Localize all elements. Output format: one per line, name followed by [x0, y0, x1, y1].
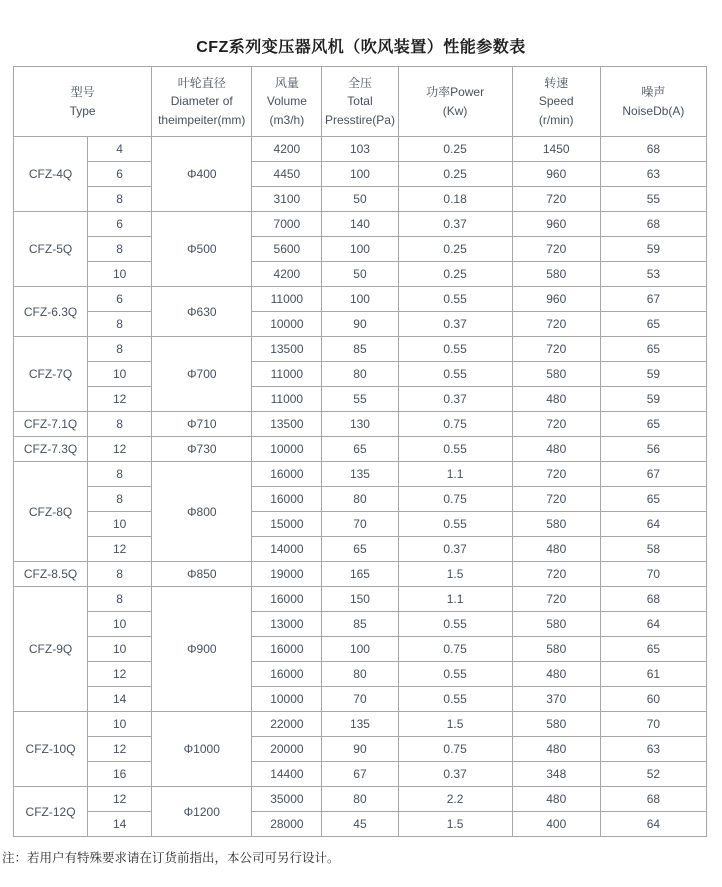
pressure-cell: 50: [322, 187, 398, 212]
pole-cell: 12: [88, 737, 152, 762]
header-line: (Kw): [442, 103, 468, 118]
diameter-cell: Φ900: [152, 587, 252, 712]
power-cell: 0.55: [398, 612, 512, 637]
power-cell: 0.25: [398, 237, 512, 262]
pole-cell: 8: [88, 462, 152, 487]
diameter-cell: Φ1000: [152, 712, 252, 787]
table-row: [14, 637, 707, 662]
noise-cell: 59: [600, 387, 706, 412]
speed-cell: 480: [512, 662, 600, 687]
pressure-cell: 100: [322, 237, 398, 262]
noise-cell: 65: [600, 337, 706, 362]
volume-cell: 14400: [252, 762, 322, 787]
model-cell: CFZ-12Q: [14, 787, 88, 837]
table-row: [14, 162, 707, 187]
model-cell: CFZ-8.5Q: [14, 562, 88, 587]
speed-cell: 960: [512, 162, 600, 187]
volume-cell: 10000: [252, 437, 322, 462]
power-cell: 0.75: [398, 637, 512, 662]
speed-cell: 720: [512, 237, 600, 262]
speed-cell: 480: [512, 537, 600, 562]
volume-cell: 20000: [252, 737, 322, 762]
col-header-pressure: [322, 67, 398, 137]
speed-cell: 960: [512, 287, 600, 312]
speed-cell: 480: [512, 387, 600, 412]
speed-cell: 580: [512, 712, 600, 737]
noise-cell: 64: [600, 512, 706, 537]
col-header-noise: [600, 67, 706, 137]
header-line: Volume: [266, 94, 307, 109]
pressure-cell: 140: [322, 212, 398, 237]
pole-cell: 6: [88, 212, 152, 237]
power-cell: 0.37: [398, 312, 512, 337]
table-row: [14, 312, 707, 337]
volume-cell: 11000: [252, 362, 322, 387]
pole-cell: 12: [88, 787, 152, 812]
noise-cell: 59: [600, 237, 706, 262]
pressure-cell: 67: [322, 762, 398, 787]
table-row: [14, 787, 707, 812]
table-row: [14, 687, 707, 712]
table-row: [14, 712, 707, 737]
power-cell: 0.37: [398, 537, 512, 562]
model-cell: CFZ-4Q: [14, 137, 88, 212]
noise-cell: 70: [600, 712, 706, 737]
header-line: 噪声: [641, 84, 666, 99]
volume-cell: 4200: [252, 262, 322, 287]
speed-cell: 370: [512, 687, 600, 712]
pressure-cell: 70: [322, 512, 398, 537]
volume-cell: 14000: [252, 537, 322, 562]
power-cell: 0.37: [398, 762, 512, 787]
diameter-cell: Φ850: [152, 562, 252, 587]
pressure-cell: 85: [322, 612, 398, 637]
col-header-power: [398, 67, 512, 137]
diameter-cell: Φ400: [152, 137, 252, 212]
table-row: [14, 737, 707, 762]
header-line: Total: [347, 94, 373, 109]
speed-cell: 480: [512, 787, 600, 812]
noise-cell: 70: [600, 562, 706, 587]
table-row: [14, 262, 707, 287]
pressure-cell: 55: [322, 387, 398, 412]
noise-cell: 64: [600, 812, 706, 837]
speed-cell: 580: [512, 362, 600, 387]
power-cell: 1.5: [398, 812, 512, 837]
header-line: Speed: [538, 94, 574, 109]
noise-cell: 59: [600, 362, 706, 387]
pressure-cell: 70: [322, 687, 398, 712]
speed-cell: 348: [512, 762, 600, 787]
power-cell: 0.37: [398, 387, 512, 412]
header-row: [14, 67, 707, 137]
diameter-cell: Φ700: [152, 337, 252, 412]
pole-cell: 8: [88, 587, 152, 612]
power-cell: 1.1: [398, 462, 512, 487]
volume-cell: 4450: [252, 162, 322, 187]
pole-cell: 12: [88, 537, 152, 562]
pressure-cell: 80: [322, 487, 398, 512]
noise-cell: 68: [600, 212, 706, 237]
power-cell: 0.55: [398, 337, 512, 362]
noise-cell: 65: [600, 487, 706, 512]
speed-cell: 400: [512, 812, 600, 837]
col-header-diameter: [152, 67, 252, 137]
volume-cell: 13000: [252, 612, 322, 637]
noise-cell: 55: [600, 187, 706, 212]
volume-cell: 5600: [252, 237, 322, 262]
volume-cell: 11000: [252, 387, 322, 412]
noise-cell: 64: [600, 612, 706, 637]
pole-cell: 12: [88, 437, 152, 462]
table-row: [14, 462, 707, 487]
model-cell: CFZ-10Q: [14, 712, 88, 787]
table-row: [14, 212, 707, 237]
header-line: 功率Power: [426, 84, 485, 99]
col-header-volume: [252, 67, 322, 137]
pressure-cell: 100: [322, 287, 398, 312]
pressure-cell: 100: [322, 637, 398, 662]
table-row: [14, 362, 707, 387]
header-line: Type: [69, 103, 96, 118]
volume-cell: 19000: [252, 562, 322, 587]
model-cell: CFZ-7.3Q: [14, 437, 88, 462]
header-line: 叶轮直径: [177, 75, 226, 90]
volume-cell: 4200: [252, 137, 322, 162]
pressure-cell: 90: [322, 737, 398, 762]
power-cell: 1.1: [398, 587, 512, 612]
table-row: [14, 562, 707, 587]
pressure-cell: 80: [322, 362, 398, 387]
pole-cell: 12: [88, 387, 152, 412]
speed-cell: 720: [512, 462, 600, 487]
header-line: NoiseDb(A): [622, 103, 685, 118]
pole-cell: 4: [88, 137, 152, 162]
volume-cell: 3100: [252, 187, 322, 212]
pressure-cell: 80: [322, 787, 398, 812]
power-cell: 0.25: [398, 262, 512, 287]
model-cell: CFZ-7.1Q: [14, 412, 88, 437]
table-body: [14, 137, 707, 837]
model-cell: CFZ-5Q: [14, 212, 88, 287]
table-row: [14, 237, 707, 262]
speed-cell: 720: [512, 312, 600, 337]
table-row: [14, 612, 707, 637]
pole-cell: 8: [88, 412, 152, 437]
speed-cell: 720: [512, 412, 600, 437]
pressure-cell: 65: [322, 437, 398, 462]
power-cell: 0.25: [398, 137, 512, 162]
speed-cell: 580: [512, 637, 600, 662]
speed-cell: 720: [512, 187, 600, 212]
table-row: [14, 437, 707, 462]
header-line: Diameter of: [170, 94, 233, 109]
speed-cell: 720: [512, 562, 600, 587]
diameter-cell: Φ710: [152, 412, 252, 437]
volume-cell: 16000: [252, 487, 322, 512]
pressure-cell: 135: [322, 462, 398, 487]
col-header-type: [14, 67, 152, 137]
volume-cell: 10000: [252, 312, 322, 337]
table-row: [14, 762, 707, 787]
model-cell: CFZ-9Q: [14, 587, 88, 712]
table-row: [14, 287, 707, 312]
noise-cell: 65: [600, 412, 706, 437]
power-cell: 0.75: [398, 487, 512, 512]
speed-cell: 580: [512, 612, 600, 637]
table-row: [14, 387, 707, 412]
power-cell: 0.75: [398, 737, 512, 762]
speed-cell: 580: [512, 262, 600, 287]
volume-cell: 22000: [252, 712, 322, 737]
pole-cell: 10: [88, 262, 152, 287]
speed-cell: 480: [512, 737, 600, 762]
pressure-cell: 100: [322, 162, 398, 187]
noise-cell: 52: [600, 762, 706, 787]
volume-cell: 10000: [252, 687, 322, 712]
pressure-cell: 135: [322, 712, 398, 737]
model-cell: CFZ-8Q: [14, 462, 88, 562]
pressure-cell: 65: [322, 537, 398, 562]
volume-cell: 11000: [252, 287, 322, 312]
power-cell: 0.25: [398, 162, 512, 187]
pressure-cell: 45: [322, 812, 398, 837]
noise-cell: 67: [600, 287, 706, 312]
pole-cell: 8: [88, 337, 152, 362]
diameter-cell: Φ500: [152, 212, 252, 287]
power-cell: 0.37: [398, 212, 512, 237]
pole-cell: 16: [88, 762, 152, 787]
speed-cell: 720: [512, 337, 600, 362]
pole-cell: 10: [88, 362, 152, 387]
table-row: [14, 512, 707, 537]
model-cell: CFZ-6.3Q: [14, 287, 88, 337]
table-row: [14, 487, 707, 512]
noise-cell: 67: [600, 462, 706, 487]
table-row: [14, 587, 707, 612]
table-row: [14, 337, 707, 362]
volume-cell: 15000: [252, 512, 322, 537]
pressure-cell: 50: [322, 262, 398, 287]
pressure-cell: 103: [322, 137, 398, 162]
speed-cell: 720: [512, 587, 600, 612]
table-row: [14, 812, 707, 837]
noise-cell: 53: [600, 262, 706, 287]
power-cell: 1.5: [398, 562, 512, 587]
volume-cell: 28000: [252, 812, 322, 837]
pole-cell: 6: [88, 162, 152, 187]
pole-cell: 8: [88, 562, 152, 587]
header-line: 转速: [544, 75, 569, 90]
pressure-cell: 165: [322, 562, 398, 587]
header-line: 型号: [70, 84, 95, 99]
noise-cell: 65: [600, 637, 706, 662]
table-row: [14, 662, 707, 687]
speed-cell: 580: [512, 512, 600, 537]
power-cell: 0.55: [398, 362, 512, 387]
table-row: [14, 137, 707, 162]
noise-cell: 68: [600, 787, 706, 812]
noise-cell: 65: [600, 312, 706, 337]
noise-cell: 63: [600, 737, 706, 762]
volume-cell: 13500: [252, 412, 322, 437]
power-cell: 0.55: [398, 687, 512, 712]
table-row: [14, 412, 707, 437]
power-cell: 0.55: [398, 662, 512, 687]
pole-cell: 6: [88, 287, 152, 312]
speed-cell: 720: [512, 487, 600, 512]
power-cell: 0.18: [398, 187, 512, 212]
speed-cell: 480: [512, 437, 600, 462]
pole-cell: 10: [88, 612, 152, 637]
diameter-cell: Φ1200: [152, 787, 252, 837]
power-cell: 0.55: [398, 437, 512, 462]
diameter-cell: Φ800: [152, 462, 252, 562]
pole-cell: 14: [88, 687, 152, 712]
noise-cell: 56: [600, 437, 706, 462]
pole-cell: 10: [88, 512, 152, 537]
spec-table: [13, 66, 707, 837]
noise-cell: 63: [600, 162, 706, 187]
power-cell: 2.2: [398, 787, 512, 812]
pressure-cell: 90: [322, 312, 398, 337]
pole-cell: 10: [88, 712, 152, 737]
volume-cell: 35000: [252, 787, 322, 812]
noise-cell: 58: [600, 537, 706, 562]
pole-cell: 8: [88, 187, 152, 212]
pressure-cell: 80: [322, 662, 398, 687]
speed-cell: 960: [512, 212, 600, 237]
volume-cell: 13500: [252, 337, 322, 362]
power-cell: 1.5: [398, 712, 512, 737]
speed-cell: 1450: [512, 137, 600, 162]
noise-cell: 61: [600, 662, 706, 687]
page-title: CFZ系列变压器风机（吹风装置）性能参数表: [196, 39, 526, 56]
pole-cell: 8: [88, 487, 152, 512]
model-cell: CFZ-7Q: [14, 337, 88, 412]
header-line: 风量: [274, 75, 299, 90]
power-cell: 0.75: [398, 412, 512, 437]
pole-cell: 8: [88, 312, 152, 337]
header-line: (r/min): [538, 112, 574, 127]
header-line: Presstire(Pa): [324, 112, 395, 127]
pole-cell: 12: [88, 662, 152, 687]
col-header-speed: [512, 67, 600, 137]
header-line: (m3/h): [269, 112, 305, 127]
pole-cell: 14: [88, 812, 152, 837]
pressure-cell: 85: [322, 337, 398, 362]
footer-note: 注：若用户有特殊要求请在订货前指出，本公司可另行设计。: [2, 851, 340, 865]
pressure-cell: 150: [322, 587, 398, 612]
power-cell: 0.55: [398, 512, 512, 537]
noise-cell: 60: [600, 687, 706, 712]
volume-cell: 16000: [252, 637, 322, 662]
diameter-cell: Φ730: [152, 437, 252, 462]
volume-cell: 16000: [252, 662, 322, 687]
table-row: [14, 187, 707, 212]
noise-cell: 68: [600, 587, 706, 612]
diameter-cell: Φ630: [152, 287, 252, 337]
pole-cell: 8: [88, 237, 152, 262]
header-line: theimpeiter(mm): [158, 112, 246, 127]
noise-cell: 68: [600, 137, 706, 162]
header-line: 全压: [347, 75, 372, 90]
pole-cell: 10: [88, 637, 152, 662]
pressure-cell: 130: [322, 412, 398, 437]
volume-cell: 7000: [252, 212, 322, 237]
volume-cell: 16000: [252, 462, 322, 487]
power-cell: 0.55: [398, 287, 512, 312]
table-row: [14, 537, 707, 562]
volume-cell: 16000: [252, 587, 322, 612]
